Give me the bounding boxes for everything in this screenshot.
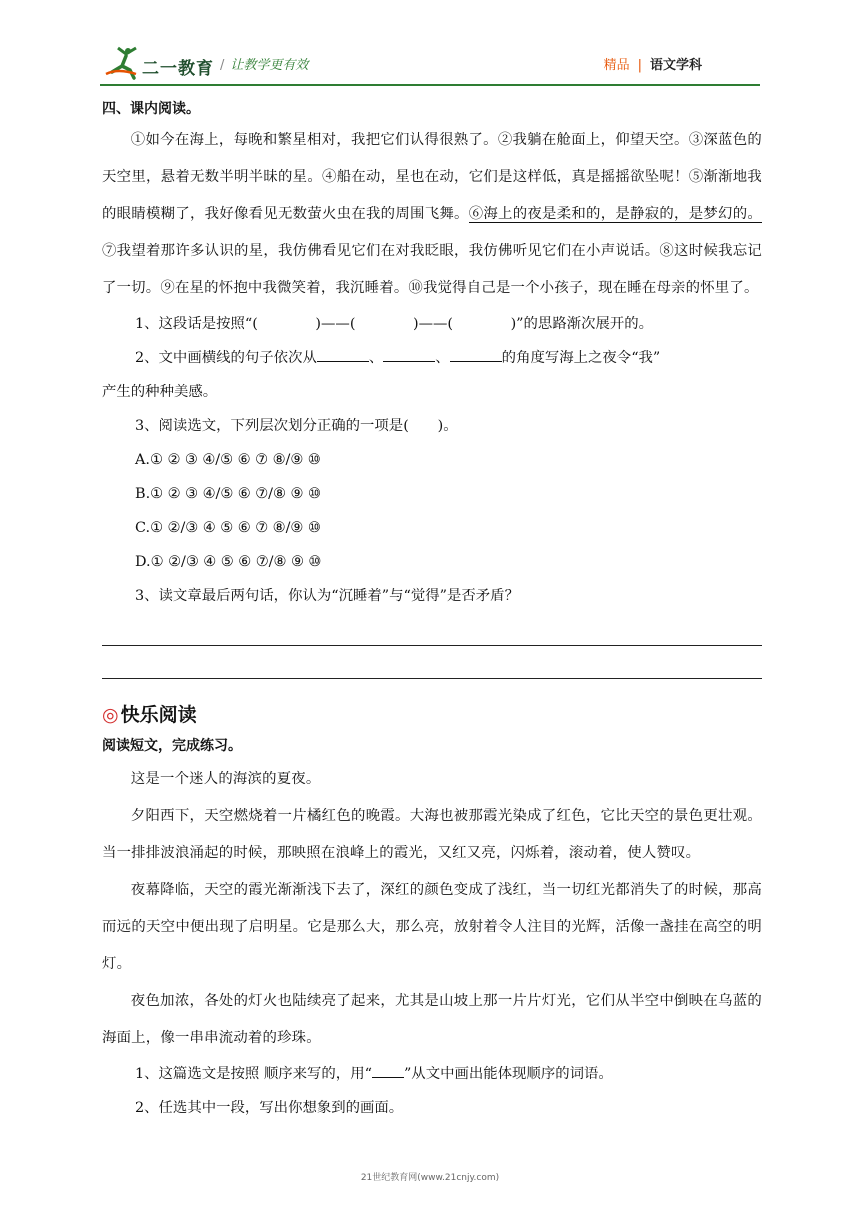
answer-blank: [383, 347, 435, 362]
main-content: [102, 88, 762, 1125]
option-d: D.① ②/③ ④ ⑤ ⑥ ⑦/⑧ ⑨ ⑩: [135, 554, 322, 570]
story-paragraph: 夜色加浓，各处的灯火也陆续亮了起来，尤其是山坡上那一片片灯光，它们从半空中倒映在乌蓝的海面上，像一串串流动着的珍珠。: [102, 993, 762, 1046]
happy-reading-title: ◎ 快乐阅读: [102, 704, 197, 726]
page-header: [100, 40, 760, 86]
subject-label: 语文学科: [649, 58, 702, 73]
runner-logo-icon: [104, 44, 144, 80]
answer-line: [102, 645, 762, 646]
happy-question-1: 1、这篇选文是按照 顺序来写的，用“ ”从文中画出能体现顺序的词语。: [102, 1057, 762, 1091]
header-divider: [100, 84, 760, 86]
quality-label: 精品: [603, 58, 630, 73]
story-paragraph: 夕阳西下，天空燃烧着一片橘红色的晚霞。大海也被那霞光染成了红色，它比天空的景色更壮观。当一排排波浪涌起的时候，那映照在浪峰上的霞光，又红又亮，闪烁着，滚动着，使人赞叹。: [102, 808, 762, 861]
underlined-sentence: ⑥海上的夜是柔和的，是静寂的，是梦幻的。: [468, 206, 762, 222]
instruction: 阅读短文，完成练习。: [102, 738, 242, 754]
slogan: / 让教学更有效: [220, 58, 309, 73]
footer: 21世纪教育网(www.21cnjy.com): [360, 1173, 500, 1183]
answer-blank: [450, 347, 502, 362]
question-4: 3、读文章最后两句话，你认为“沉睡着”与“觉得”是否矛盾？: [135, 588, 519, 604]
bullet-icon: ◎: [102, 704, 119, 726]
option-c: C.① ②/③ ④ ⑤ ⑥ ⑦ ⑧/⑨ ⑩: [135, 520, 321, 536]
header-tags: 精品 | 语文学科: [603, 58, 702, 73]
answer-blank: [372, 1063, 404, 1078]
passage: ①如今在海上，每晚和繁星相对，我把它们认得很熟了。②我躺在舱面上，仰望天空。③深蓝色的天空里，悬着无数半明半昧的星。④船在动，星也在动，它们是这样低，真是摇摇欲坠呢！⑤渐渐地我的眼睛模糊了，我好像看见无数萤火虫在我的周围飞舞。⑥海上的夜是柔和的，是静寂的，是梦幻的。⑦我望着那许多认识的星，我仿佛看见它们在对我眨眼，我仿佛听见它们在小声说话。⑧这时候我忘记了一切。⑨在星的怀抱中我微笑着，我沉睡着。⑩我觉得自己是一个小孩子，现在睡在母亲的怀里了。: [102, 132, 763, 296]
question-2-continued: 产生的种种美感。: [102, 384, 218, 400]
logo-text: 二一教育: [142, 59, 214, 79]
question-1: 1、这段话是按照“( )——( )——( )”的思路渐次展开的。: [135, 316, 654, 332]
answer-blank: [317, 347, 369, 362]
option-a: A.① ② ③ ④/⑤ ⑥ ⑦ ⑧/⑨ ⑩: [135, 452, 321, 468]
section-title: 四、课内阅读。: [102, 101, 200, 117]
option-b: B.① ② ③ ④/⑤ ⑥ ⑦/⑧ ⑨ ⑩: [135, 486, 321, 502]
answer-line: [102, 678, 762, 679]
question-3: 3、阅读选文，下列层次划分正确的一项是( )。: [135, 418, 458, 434]
question-2: 2、文中画横线的句子依次从 、 、 的角度写海上之夜令“我”: [102, 341, 762, 375]
story-paragraph: 夜幕降临，天空的霞光渐渐浅下去了，深红的颜色变成了浅红，当一切红光都消失了的时候，那高而远的天空中便出现了启明星。它是那么大，那么亮，放射着令人注目的光辉，活像一盏挂在高空的明灯。: [102, 882, 762, 972]
story-paragraph: 这是一个迷人的海滨的夏夜。: [130, 771, 321, 787]
happy-question-2: 2、任选其中一段，写出你想象到的画面。: [135, 1100, 404, 1116]
